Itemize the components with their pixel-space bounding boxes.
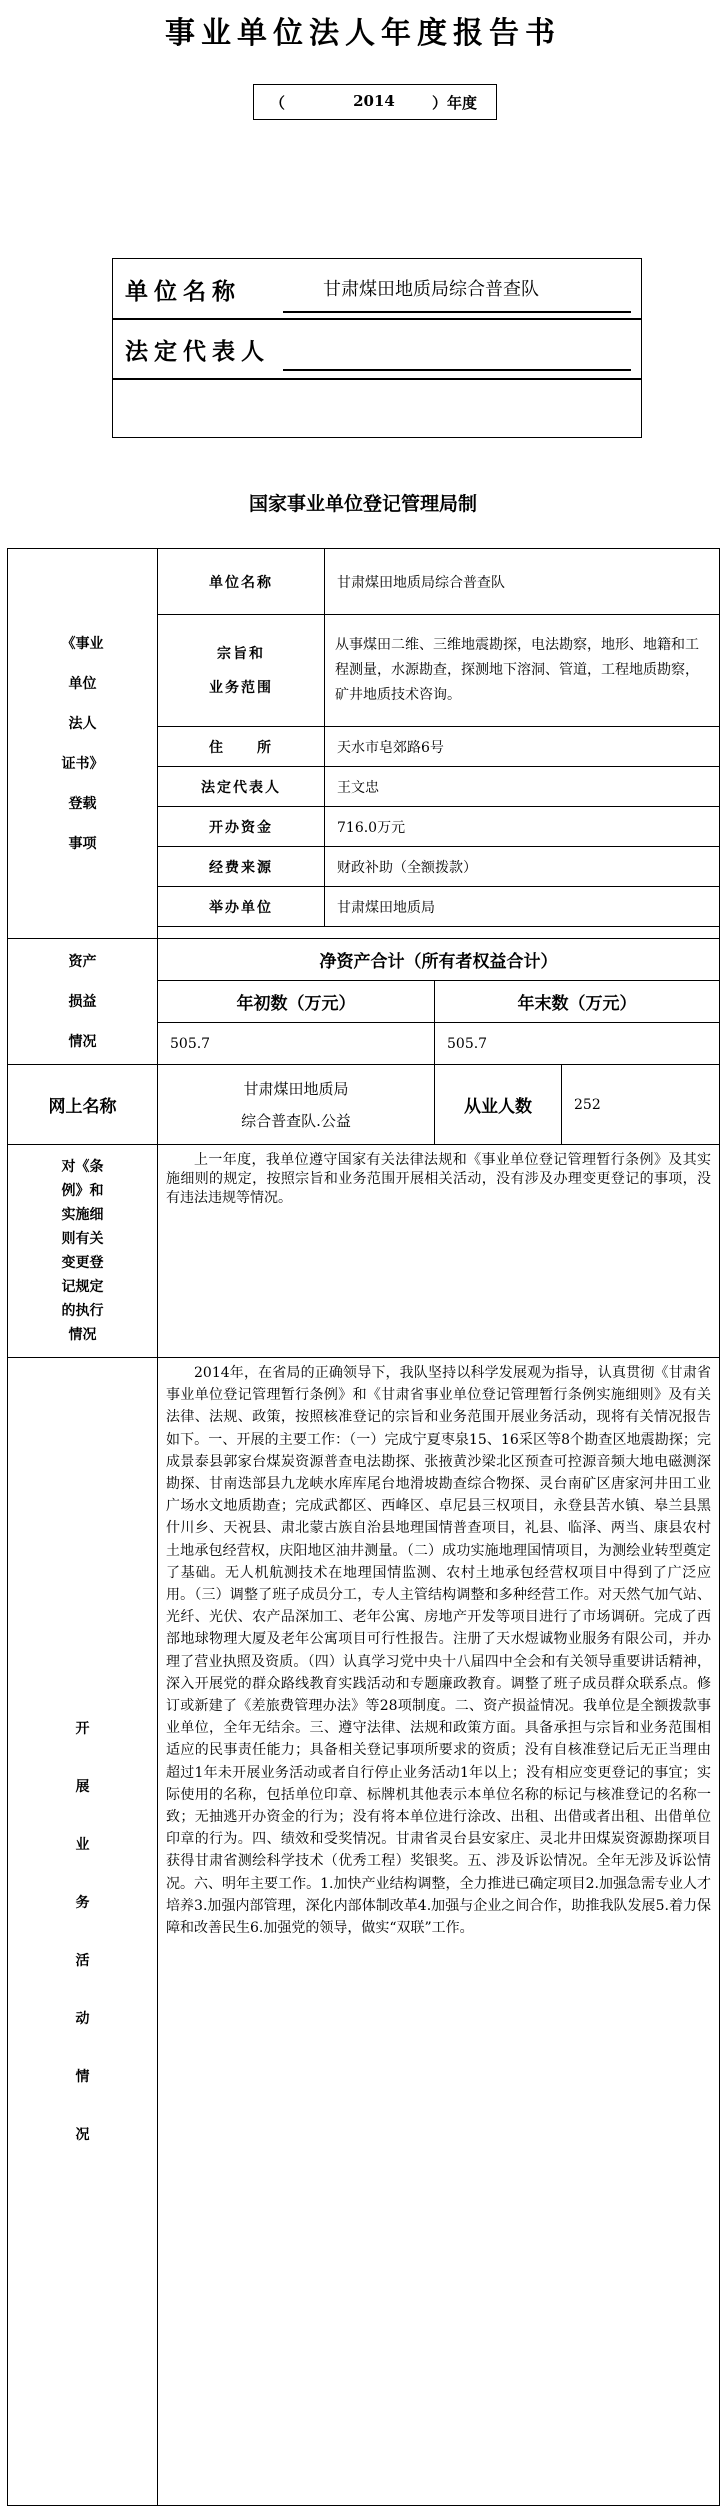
capital-label: 开办资金: [158, 807, 325, 847]
registration-label-line: 证书》: [61, 755, 104, 772]
address-value: 天水市皂郊路6号: [325, 727, 720, 767]
year-box: [253, 84, 497, 120]
report-title: 事业单位法人年度报告书: [165, 16, 561, 51]
sponsor-label: 举办单位: [158, 887, 325, 927]
online-name-line: 甘肃煤田地质局: [243, 1079, 349, 1098]
compliance-label-line: 变更登: [61, 1255, 104, 1271]
assets-label-line: 资产: [68, 953, 97, 970]
registration-label-line: 《事业: [61, 635, 104, 652]
funding-label: 经费来源: [158, 847, 325, 887]
cover-unit-name-field: [112, 258, 642, 320]
compliance-label-line: 的执行: [61, 1303, 104, 1319]
compliance-label-line: 记规定: [61, 1279, 104, 1295]
activities-label-char: 情: [75, 2068, 90, 2085]
assets-label-line: 损益: [68, 993, 97, 1010]
online-name-value: [158, 1065, 435, 1145]
net-assets-label: 净资产合计（所有者权益合计）: [158, 939, 720, 981]
scope-label-line: 业务范围: [209, 679, 273, 696]
report-table: [7, 548, 720, 2506]
registration-label-line: 单位: [68, 675, 97, 692]
unit-name-label: 单位名称: [158, 549, 325, 615]
compliance-text: 上一年度，我单位遵守国家有关法律法规和《事业单位登记管理暂行条例》及其实施细则的规定，按照宗旨和业务范围开展相关活动，没有涉及办理变更登记的事项，没有违法违规等情况。: [158, 1145, 720, 1358]
activities-label-char: 开: [75, 1720, 90, 1737]
issuer-line: 国家事业单位登记管理局制: [248, 493, 477, 515]
scope-value: 从事煤田二维、三维地震勘探，电法勘察，地形、地籍和工程测量，水源勘查，探测地下溶洞、管道，工程地质勘察，矿井地质技术咨询。: [325, 615, 720, 727]
assets-section-label: [8, 939, 158, 1065]
end-year-label: 年末数（万元）: [435, 981, 720, 1023]
compliance-label-line: 实施细: [61, 1207, 104, 1223]
online-name-label: 网上名称: [8, 1065, 158, 1145]
begin-year-value: 505.7: [158, 1023, 435, 1065]
year-open-paren: （: [270, 94, 286, 112]
compliance-label: [8, 1145, 158, 1358]
unit-name-value: 甘肃煤田地质局综合普查队: [325, 549, 720, 615]
staff-value: 252: [562, 1065, 720, 1145]
registration-label-line: 事项: [68, 835, 97, 852]
end-year-value: 505.7: [435, 1023, 720, 1065]
address-label: 住 所: [158, 727, 325, 767]
capital-value: 716.0万元: [325, 807, 720, 847]
registration-spacer: [158, 927, 720, 939]
activities-label: [8, 1358, 158, 2506]
staff-label: 从业人数: [435, 1065, 562, 1145]
activities-label-char: 务: [75, 1894, 90, 1911]
activities-label-char: 展: [75, 1778, 90, 1795]
registration-label-line: 法人: [68, 715, 97, 732]
compliance-label-line: 情况: [68, 1327, 97, 1343]
cover-unit-name-underline: [283, 311, 631, 313]
cover-legal-rep-field: [112, 318, 642, 380]
compliance-label-line: 则有关: [61, 1231, 104, 1247]
assets-label-line: 情况: [68, 1033, 97, 1050]
sponsor-value: 甘肃煤田地质局: [325, 887, 720, 927]
cover-unit-name-label: 单位名称: [125, 278, 241, 305]
cover-blank-field: [112, 378, 642, 438]
activities-text: 2014年，在省局的正确领导下，我队坚持以科学发展观为指导，认真贯彻《甘肃省事业单位登记管理暂行条例》和《甘肃省事业单位登记管理暂行条例实施细则》及有关法律、法规、政策，按照核准登记的宗旨和业务范围开展业务活动，现将有关情况报告如下。一、开展的主要工作：（一）完成宁夏枣泉15、16采区等8个勘查区地震勘探；完成景泰县郭家台煤炭资源普查电法勘探、张掖黄沙梁北区预查可控源音频大地电磁测深勘探、甘南迭部县九龙峡水库库尾台地滑坡勘查综合物探、灵台南矿区唐家河井田工业广场水文地质勘查；完成武都区、西峰区、卓尼县三权项目，永登县苦水镇、皋兰县黑什川乡、天祝县、肃北蒙古族自治县地理国情普查项目，礼县、临泽、两当、康县农村土地承包经营权，庆阳地区油井测量。（二）成功实施地理国情项目，为测绘业转型奠定了基础。无人机航测技术在地理国情监测、农村土地承包经营权项目中得到了广泛应用。（三）调整了班子成员分工，专人主管结构调整和多种经营工作。对天然气加气站、光纤、光伏、农产品深加工、老年公寓、房地产开发等项目进行了市场调研。完成了西部地球物理大厦及老年公寓项目可行性报告。注册了天水煜诚物业服务有限公司，并办理了营业执照及资质。（四）认真学习党中央十八届四中全会和有关领导重要讲话精神，深入开展党的群众路线教育实践活动和专题廉政教育。调整了班子成员群众联系点。修订或新建了《差旅费管理办法》等28项制度。二、资产损益情况。我单位是全额拨款事业单位，全年无结余。三、遵守法律、法规和政策方面。具备承担与宗旨和业务范围相适应的民事责任能力；具备相关登记事项所要求的资质；没有自核准登记后无正当理由超过1年未开展业务活动或者自行停止业务活动1年以上；没有相应变更登记的事宜；实际使用的名称，包括单位印章、标牌机其他表示本单位名称的标记与核准登记的名称一致；无抽逃开办资金的行为；没有将本单位进行涂改、出租、出借或者出租、出借单位印章的行为。四、绩效和受奖情况。甘肃省灵台县安家庄、灵北井田煤炭资源勘探项目获得甘肃省测绘科学技术（优秀工程）奖银奖。五、涉及诉讼情况。全年无涉及诉讼情况。六、明年主要工作。1.加快产业结构调整，全力推进已确定项目2.加强急需专业人才培养3.加强内部管理，深化内部体制改革4.加强与企业之间合作，助推我队发展5.着力保障和改善民生6.加强党的领导，做实“双联”工作。: [158, 1358, 720, 2506]
compliance-label-line: 对《条: [61, 1159, 104, 1175]
registration-label-line: 登载: [68, 795, 97, 812]
funding-value: 财政补助（全额拨款）: [325, 847, 720, 887]
cover-unit-name-value: 甘肃煤田地质局综合普查队: [323, 279, 539, 300]
scope-label-line: 宗旨和: [217, 645, 265, 662]
compliance-label-line: 例》和: [61, 1183, 104, 1199]
activities-label-char: 动: [75, 2010, 90, 2027]
legal-rep-label: 法定代表人: [158, 767, 325, 807]
activities-label-char: 活: [75, 1952, 90, 1969]
legal-rep-value: 王文忠: [325, 767, 720, 807]
scope-label: [158, 615, 325, 727]
cover-legal-rep-label: 法定代表人: [125, 338, 270, 365]
activities-label-char: 况: [75, 2126, 90, 2143]
year-suffix: ）年度: [432, 94, 478, 112]
begin-year-label: 年初数（万元）: [158, 981, 435, 1023]
report-year: 2014: [353, 92, 395, 110]
activities-label-char: 业: [75, 1836, 90, 1853]
online-name-line: 综合普查队.公益: [241, 1111, 351, 1130]
cover-legal-rep-underline: [283, 369, 631, 371]
registration-section-label: [8, 549, 158, 939]
